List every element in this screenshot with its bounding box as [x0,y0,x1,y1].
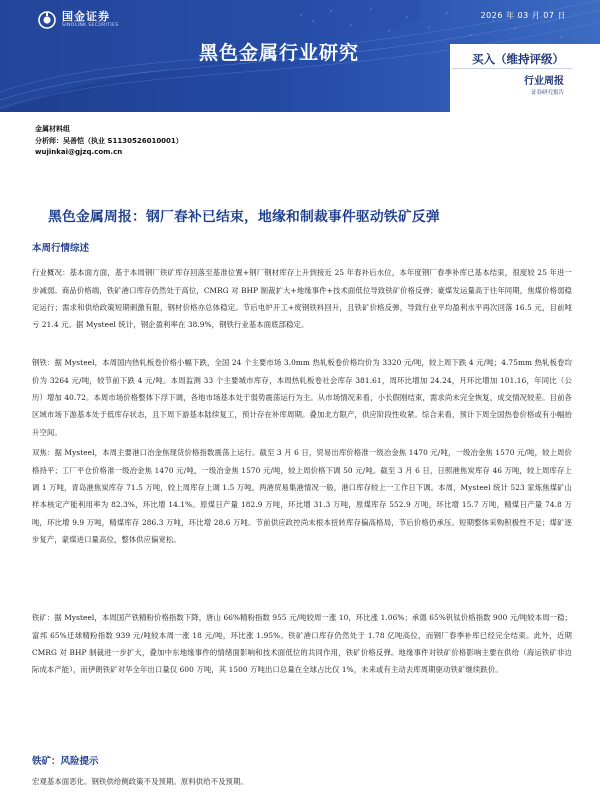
analyst-info [35,124,183,159]
industry-title: 黑色金属行业研究 [199,42,360,64]
logo-mark-icon [38,11,56,29]
report-type: 行业周报 [524,76,564,87]
brand-name-en: SINOLINK SECURITIES [62,23,119,29]
paragraph-risk: 宏观基本面恶化。钢铁供给侧政策不及预期。原料供给不及预期。 [32,777,248,787]
rating-divider [452,68,572,69]
paragraph-coke-coal: 双焦：据 Mysteel，本周主要港口冶金焦现货价格指数震荡上运行。截至 3 月 6 日，贸易出库价格准一级冶金焦 1470 元/吨，一级冶金焦 1570 元/吨，较上周价格持平；工厂平仓价格准一级冶金焦 1470 元/吨，一级冶金焦 1570 元/吨，较上周价格下调 50 元/吨。截至 3 月 6 日，日照港焦炭库存 46 万吨，较上周库存上调 1 万吨，青岛港焦炭库存 71.5 万吨，较上周库存上调 1.5 万吨，两港贸易集港情况一般，港口库存较上一工作日下调。本周，Mysteel 统计 523 家炼焦煤矿山样本核定产能利用率为 82.3%，环比增 14.1%。原煤日产量 182.9 万吨，环比增 31.3 万吨，原煤库存 552.9 万吨，环比增 15.7 万吨，精煤日产量 74.8 万吨，环比增 9.9 万吨，精煤库存 286.3 万吨，环比增 28.6 万吨。节前供应政控尚未根本扭转库存偏高格局，节后价格仍承压。短期整体采购积极性不足；煤矿逐步复产，蒙煤进口量高位，整体供应偏宽松。 [32,448,572,544]
company-logo [38,8,119,32]
report-subtype: 证券研究报告 [530,90,564,96]
report-title: 黑色金属周报：钢厂春补已结束，地缘和制裁事件驱动铁矿反弹 [48,209,440,225]
research-group: 金属材料组 [35,125,70,133]
analyst-email: wujinkai@gjzq.com.cn [35,148,123,156]
section-heading-risk: 铁矿：风险提示 [32,756,99,767]
report-date: 2026 年 03 月 07 日 [480,11,566,20]
paragraph-steel: 钢铁：据 Mysteel，本周国内热轧板卷价格小幅下跌，全国 24 个主要市场 3.0mm 热轧板卷价格均价为 3320 元/吨，较上周下跌 4 元/吨；4.75mm 热轧板卷均价为 3264 元/吨，较节前下跌 4 元/吨。本周监测 33 个主要城市库存，本周热轧板卷社会库存 381.61，周环比增加 24.24，月环比增加 101.16，年同比（公历）增加 40.72。本周市场价格整体下浮下调，各地市场基本处于弱势震荡运行为主。从市场情况来看，小长假刚结束，需求尚未完全恢复，成交情况较差。目前各区域市场下游基本处于低库存状态，且下周下游基本陆续复工，预计存在补库周期。叠加北方限产，供应阶段性收紧。综合来看，预计下周全国热卷价格或有小幅抬升空间。 [32,358,572,437]
paragraph-iron-ore: 铁矿：据 Mysteel，本周国产铁精粉价格指数下降，唐山 66%精粉指数 955 元/吨较周一涨 10，环比涨 1.06%；承德 65%钒钛价格指数 900 元/吨较本周一稳；富邦 65%迁球精粉指数 939 元/吨较本周一涨 18 元/吨，环比涨 1.95%。铁矿港口库存仍然处于 1.78 亿吨高位，而钢厂春季补库已经完全结束。此外，近期 CMRG 对 BHP 制裁进一步扩大，叠加中东地缘事件的情绪面影响和技术面低位的共同作用，铁矿价格反弹。地缘事件对铁矿价格影响主要在供给（海运铁矿非边际成本产能），而伊朗铁矿对华全年出口量仅 600 万吨，其 1500 万吨出口总量在全球占比仅 1%，未来或有主动去库周期驱动铁矿继续跌价。 [32,613,572,675]
section-heading-weekly-review: 本周行情综述 [32,243,90,254]
rating-label: 买入（维持评级） [472,52,564,66]
brand-name: 国金证券 [62,10,110,24]
analyst-name: 分析师：吴善恺（执业 S1130526010001） [35,136,183,145]
paragraph-industry-overview: 行业概况：基本面方面，基于本周钢厂铁矿库存回落至基准位置+钢厂钢材库存上升到接近 25 年春补后水位，本年度钢厂春季补库已基本结束，很度较 25 年进一步减弱。商品价格端，铁矿港口库存仍然处于高位，CMRG 对 BHP 制裁扩大+地缘事件+技术面低位导致铁矿价格反弹；豪煤发运量高于往年同期，焦煤价格弱稳定运行；需求和供给政策短期刺激有限，钢材价格亦总体稳定。节后电炉开工+废钢铁料回升，且铁矿价格反弹，导致行业平均盈利水平再次回落 16.5 元，目前吨亏 21.4 元。据 Mysteel 统计，钢企盈利率在 38.9%，钢铁行业基本面底部稳定。 [32,268,572,330]
